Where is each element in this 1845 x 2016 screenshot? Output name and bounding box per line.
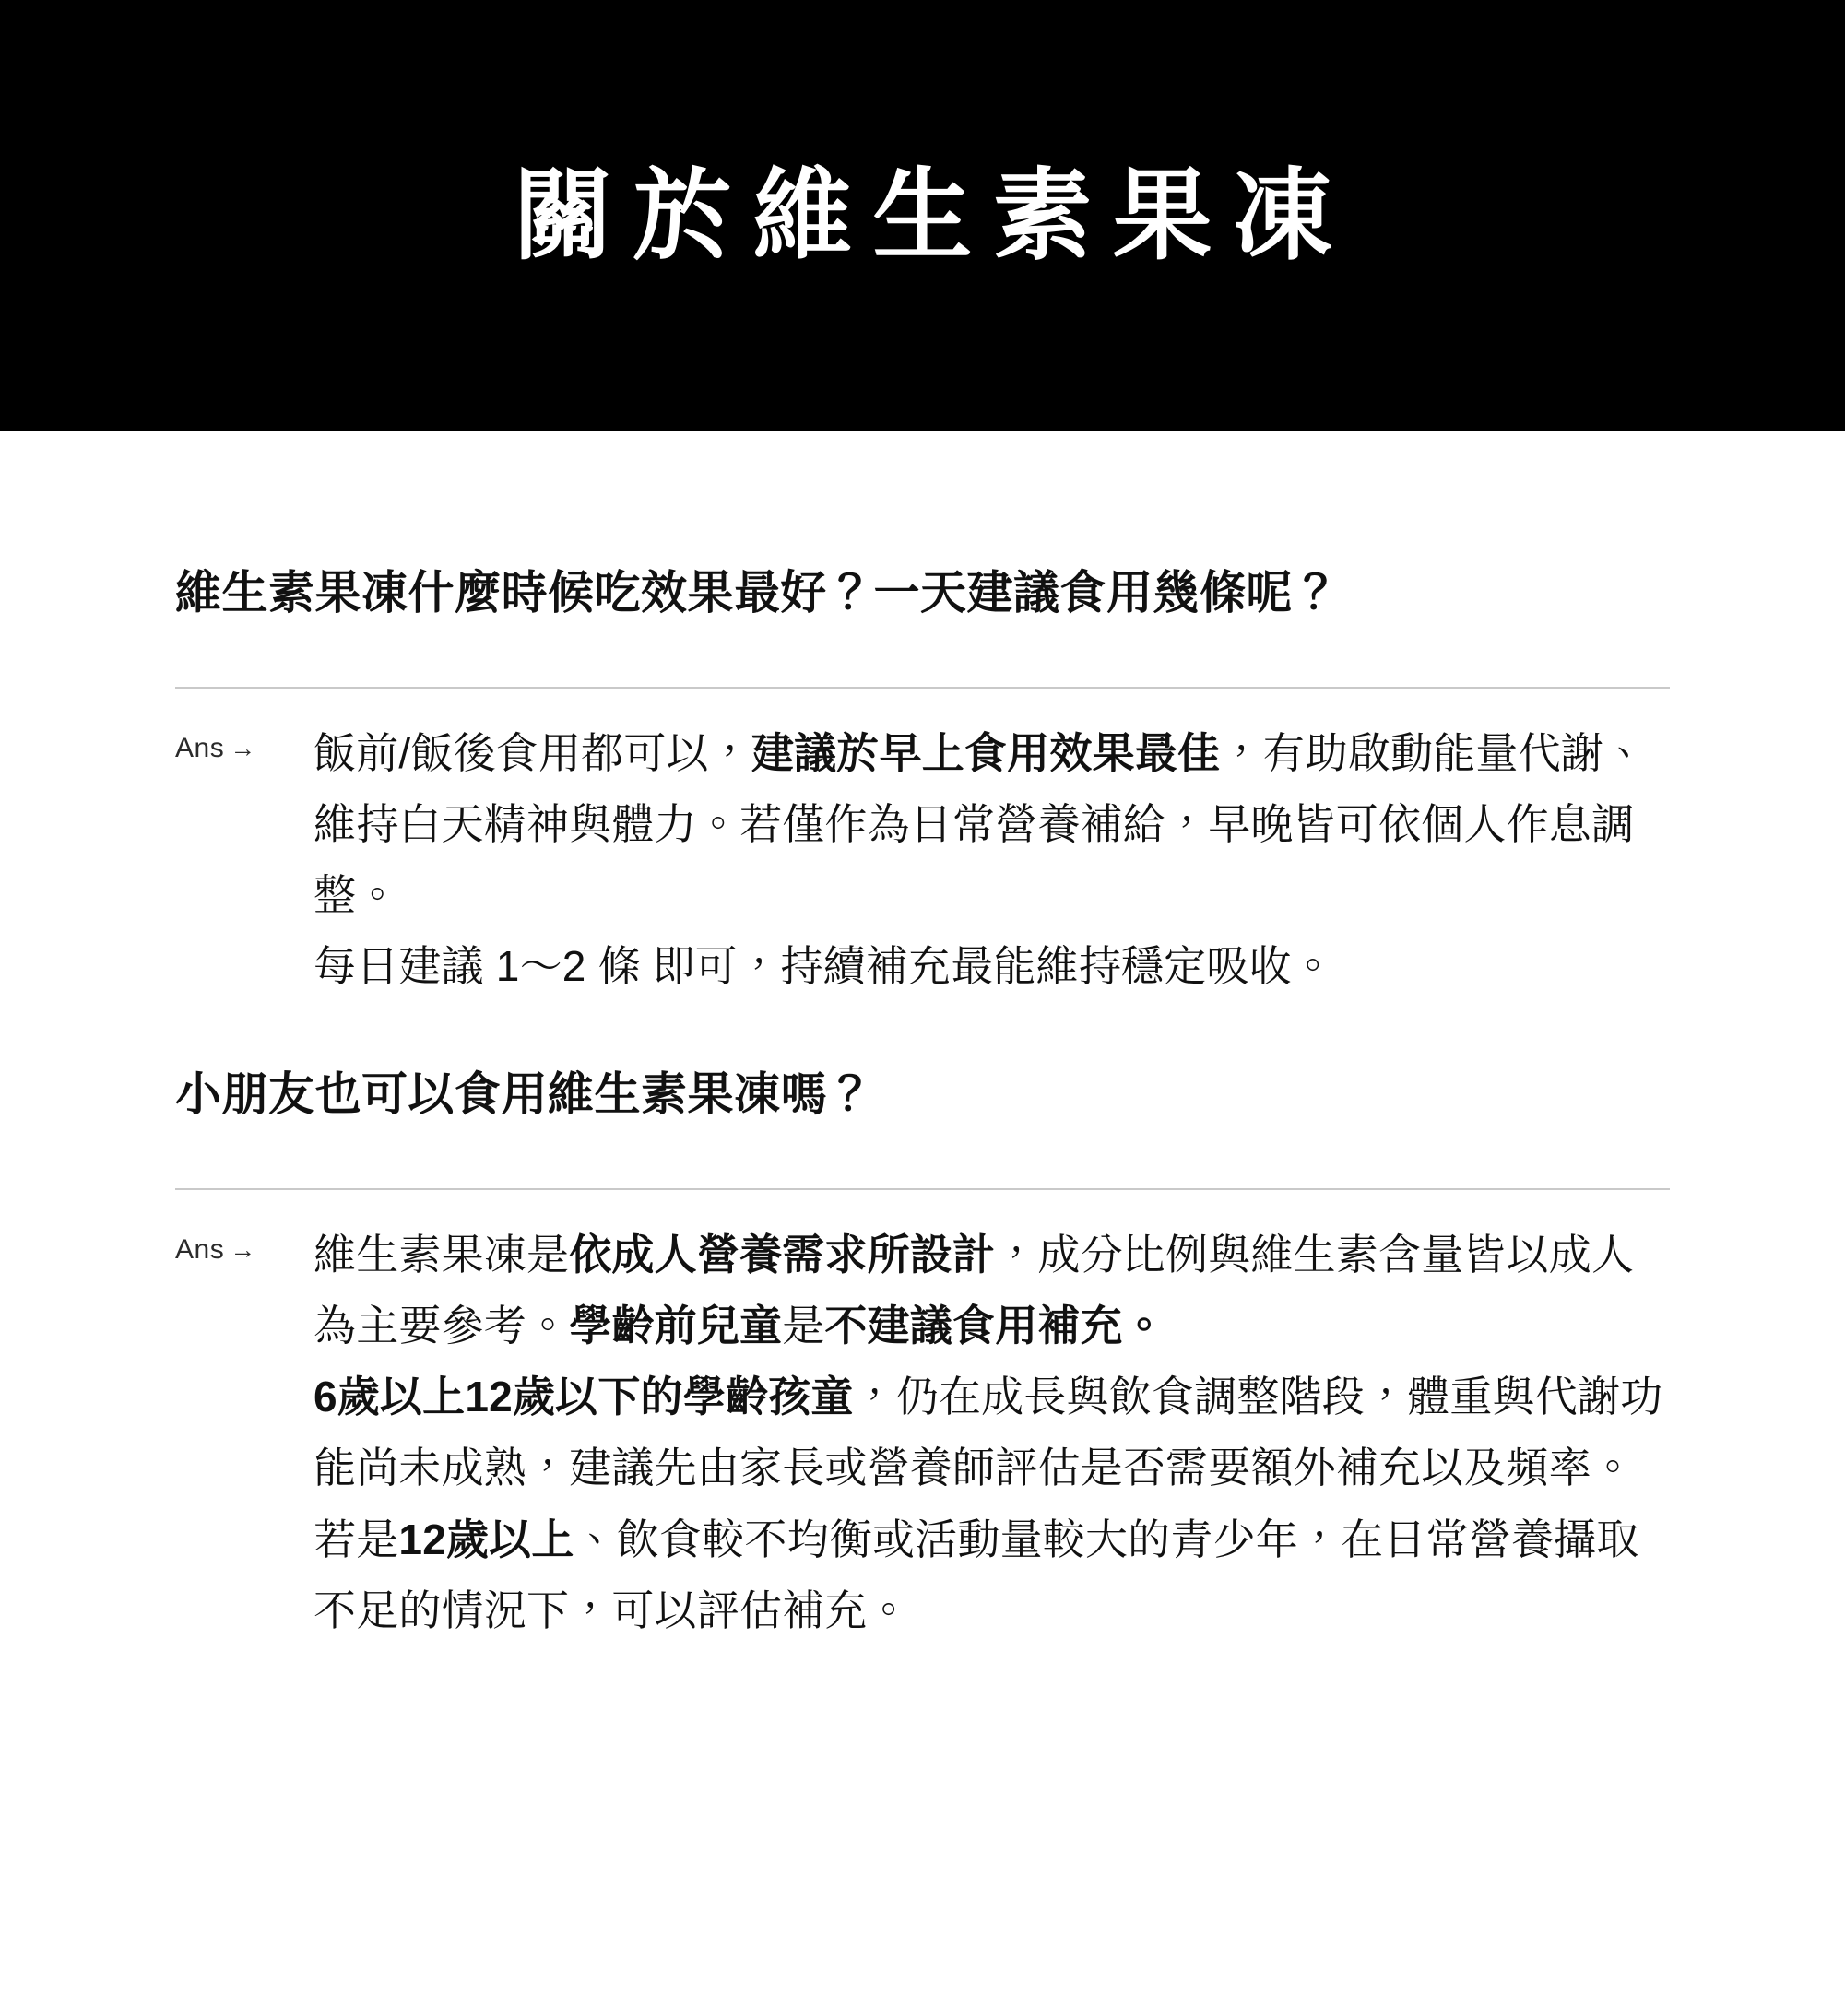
emphasis-text: 不建議食用補充。 xyxy=(824,1301,1166,1350)
answer-paragraph xyxy=(313,1362,1670,1504)
emphasis-text: 學齡前兒童 xyxy=(569,1301,783,1350)
answer-label xyxy=(175,1220,313,1265)
faq-answer-body xyxy=(313,718,1670,1003)
faq-answer-row xyxy=(175,1220,1670,1647)
faq-question: 小朋友也可以食用維生素果凍嗎？ xyxy=(175,1067,874,1120)
arrow-right-icon: → xyxy=(230,733,256,762)
body-text: 若是 xyxy=(313,1515,399,1563)
body-text: ，有助啟動能量代謝、維持白天精神與體力。若僅作為日常營養補給，早晚皆可依個人作息調整。 xyxy=(313,728,1647,920)
body-text: ，仍在成長與飲食調整階段，體重與代謝功能尚未成熟，建議先由家長或營養師評估是否需要額外補充以及頻率。 xyxy=(313,1373,1663,1492)
answer-label-text: Ans xyxy=(175,1233,225,1265)
arrow-right-icon: → xyxy=(230,1234,256,1264)
answer-label xyxy=(175,718,313,763)
body-text: 飯前/飯後食用都可以， xyxy=(313,728,751,777)
body-text: 維生素果凍是 xyxy=(313,1230,570,1279)
emphasis-text: 依成人營養需求所設計 xyxy=(569,1230,996,1279)
emphasis-text: 建議於早上食用效果最佳 xyxy=(751,728,1221,777)
faq-item xyxy=(175,1064,1670,1647)
page-banner xyxy=(0,0,1845,431)
faq-divider xyxy=(175,1188,1670,1190)
page-title: 關於維生素果凍 xyxy=(513,159,1353,271)
faq-answer-body xyxy=(313,1220,1670,1647)
body-text: 是 xyxy=(782,1301,825,1350)
faq-list xyxy=(0,431,1845,1720)
body-text: ，成分比例與維生素含量皆以成人為主要參考。 xyxy=(313,1230,1635,1350)
answer-paragraph xyxy=(313,1220,1670,1362)
faq-divider xyxy=(175,687,1670,689)
answer-paragraph xyxy=(313,931,1670,1002)
answer-paragraph xyxy=(313,1504,1670,1647)
emphasis-text: 6歲以上12歲以下的學齡孩童 xyxy=(313,1373,854,1421)
faq-item xyxy=(175,562,1670,1003)
body-text: 、飲食較不均衡或活動量較大的青少年，在日常營養攝取不足的情況下，可以評估補充。 xyxy=(313,1515,1639,1634)
answer-label-text: Ans xyxy=(175,732,225,763)
faq-question: 維生素果凍什麼時候吃效果最好？一天建議食用幾條呢？ xyxy=(175,566,1340,619)
answer-paragraph xyxy=(313,718,1670,932)
faq-answer-row xyxy=(175,718,1670,1003)
body-text: 每日建議 1～2 條 即可，持續補充最能維持穩定吸收。 xyxy=(313,942,1334,991)
emphasis-text: 12歲以上 xyxy=(398,1515,574,1563)
